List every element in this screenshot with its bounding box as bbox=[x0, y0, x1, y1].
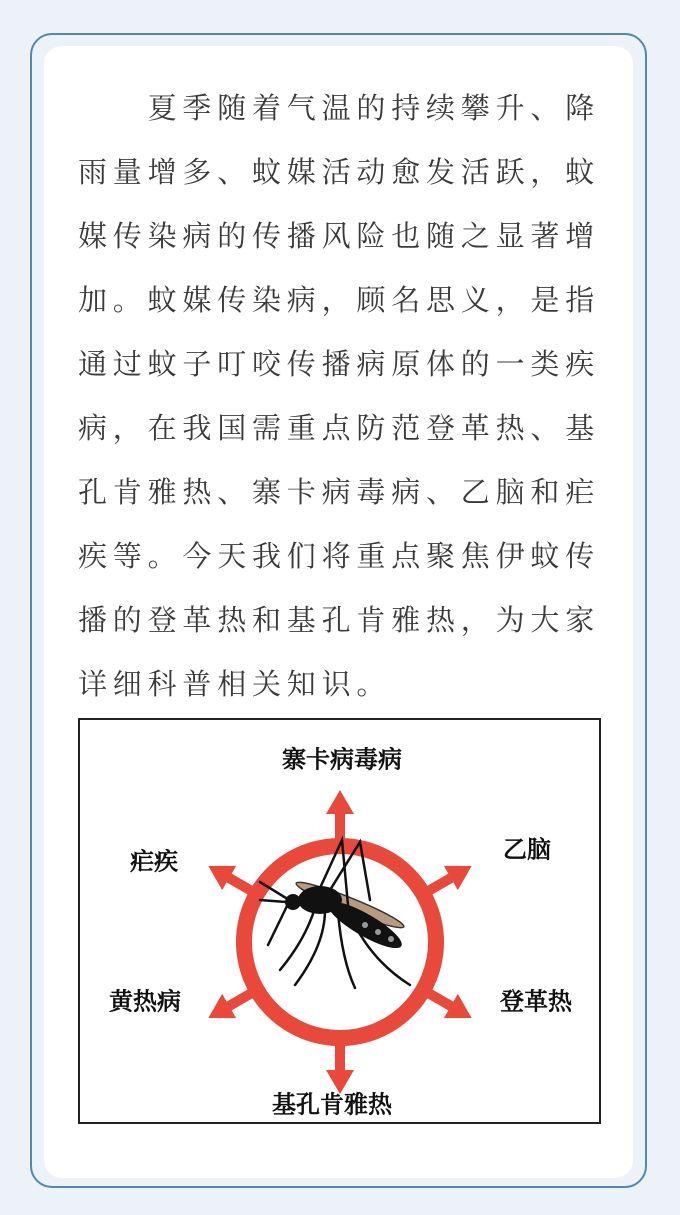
paragraph-line: 播的登革热和基孔肯雅热，为大家 bbox=[78, 603, 601, 637]
paragraph-line: 疾等。今天我们将重点聚焦伊蚊传 bbox=[78, 539, 601, 573]
mosquito-diseases-figure bbox=[78, 718, 601, 1124]
label-dengue: 登革热 bbox=[500, 987, 572, 1016]
label-malaria: 疟疾 bbox=[130, 847, 178, 876]
label-chikungunya: 基孔肯雅热 bbox=[272, 1090, 392, 1119]
paragraph-line: 媒传染病的传播风险也随之显著增 bbox=[78, 219, 601, 253]
paragraph-line: 加。蚊媒传染病，顾名思义，是指 bbox=[78, 283, 601, 317]
paragraph-line: 雨量增多、蚊媒活动愈发活跃，蚊 bbox=[78, 155, 601, 189]
article-paragraph bbox=[78, 84, 618, 724]
paragraph-line: 通过蚊子叮咬传播病原体的一类疾 bbox=[78, 347, 601, 381]
mosquito-spread-illustration bbox=[80, 720, 599, 1122]
paragraph-line: 病，在我国需重点防范登革热、基 bbox=[78, 411, 601, 445]
paragraph-line: 详细科普相关知识。 bbox=[78, 667, 392, 701]
paragraph-line: 孔肯雅热、寨卡病毒病、乙脑和疟 bbox=[78, 475, 601, 509]
label-zika: 寨卡病毒病 bbox=[282, 745, 402, 774]
label-yellow-fever: 黄热病 bbox=[109, 987, 181, 1016]
label-japanese-encephalitis: 乙脑 bbox=[503, 835, 551, 864]
paragraph-line: 夏季随着气温的持续攀升、降 bbox=[78, 91, 601, 125]
